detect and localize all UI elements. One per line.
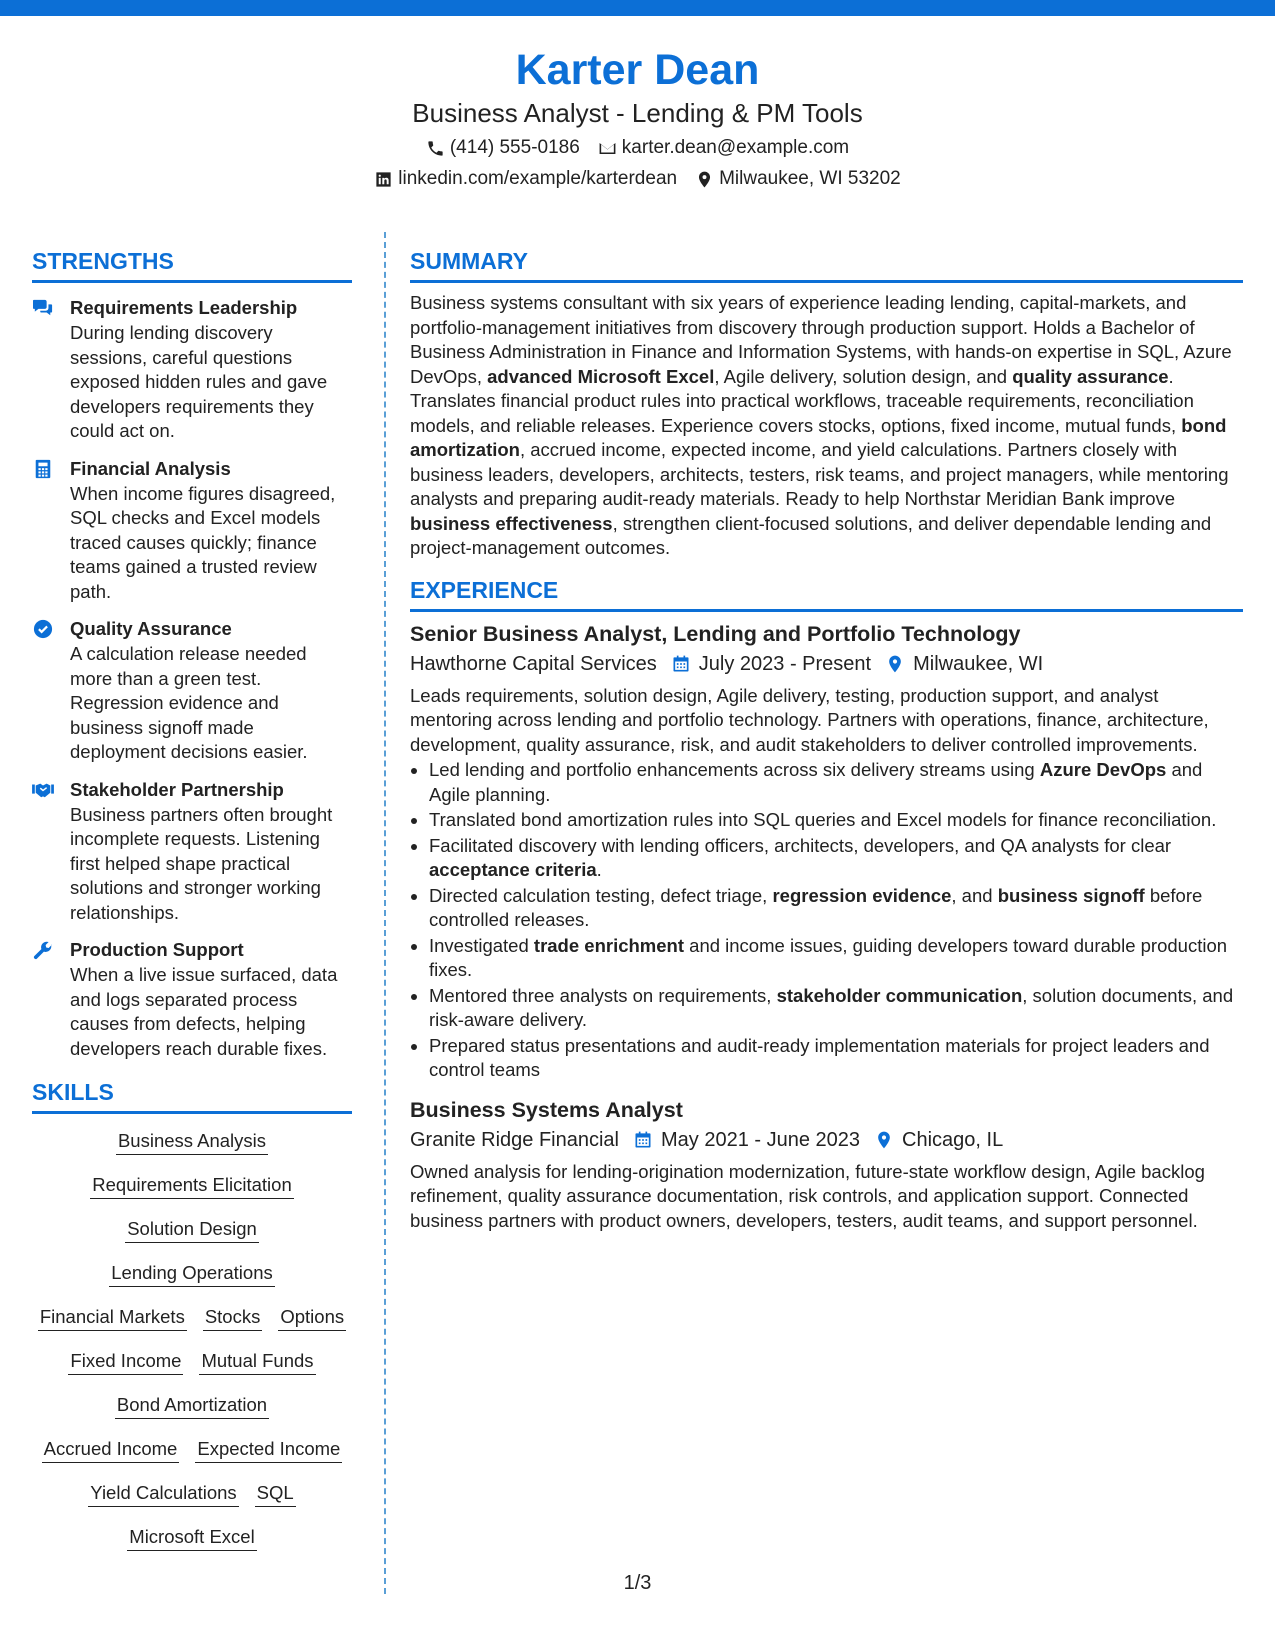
bullet-item xyxy=(410,984,1243,1033)
strength-item xyxy=(32,456,352,605)
email-link[interactable]: karter.dean@example.com xyxy=(621,137,850,158)
body-text: , accrued income, expected income, and yield calculations. Partners closely with business leaders, developers, architects, testers, risk teams, and project managers, while mentoring analysts and preparing audit-ready materials. Ready to help Northstar Meridian Bank improve xyxy=(410,439,1229,509)
contact-location xyxy=(695,166,901,192)
skill-tag: Microsoft Excel xyxy=(127,1524,256,1551)
company-name: Granite Ridge Financial xyxy=(410,1128,619,1151)
strength-desc: A calculation release needed more than a green test. Regression evidence and business signoff made deployment decisions easier. xyxy=(70,643,308,762)
bullet-item xyxy=(410,834,1243,883)
body-text: , strengthen client-focused solutions, and deliver dependable lending and project-management outcomes. xyxy=(410,512,1212,558)
emphasis-text: trade enrichment xyxy=(533,934,685,956)
skill-tag: Requirements Elicitation xyxy=(90,1172,293,1199)
body-text: Directed calculation testing, defect triage, xyxy=(429,884,773,906)
emphasis-text: Azure DevOps xyxy=(1039,759,1167,780)
body-text: Business systems consultant with six years of experience leading lending, capital-markets, and portfolio-management initiatives from discovery through production support. Holds a Bachelor of Business Administration in Finance and Information Systems, with hands-on expertise in SQL, Azure DevOps, xyxy=(410,292,1232,387)
job-location: Chicago, IL xyxy=(902,1128,1004,1151)
location-text: Milwaukee, WI 53202 xyxy=(719,168,901,189)
strength-item xyxy=(32,937,352,1061)
job-title: Senior Business Analyst, Lending and Portfolio Technology xyxy=(410,621,1021,646)
skill-row xyxy=(32,1260,352,1287)
linkedin-link[interactable]: linkedin.com/example/karterdean xyxy=(398,168,678,189)
contact-row-2 xyxy=(0,166,1275,192)
candidate-name: Karter Dean xyxy=(515,46,760,94)
strength-desc: During lending discovery sessions, careful questions exposed hidden rules and gave developers requirements they could act on. xyxy=(70,322,328,441)
bullet-item xyxy=(410,758,1243,807)
linkedin-icon xyxy=(374,170,393,189)
company-name: Hawthorne Capital Services xyxy=(410,652,657,675)
skill-tag: Business Analysis xyxy=(116,1128,268,1155)
contact-row-1 xyxy=(0,135,1275,161)
phone-icon xyxy=(426,139,445,158)
skill-row xyxy=(32,1348,352,1375)
envelope-icon xyxy=(598,139,617,158)
body-text: and income issues, guiding developers toward durable production fixes. xyxy=(429,934,1228,980)
skill-row xyxy=(32,1304,352,1331)
contact-phone xyxy=(426,135,580,161)
strength-title: Stakeholder Partnership xyxy=(70,778,284,800)
skill-row xyxy=(32,1524,352,1551)
strength-title: Production Support xyxy=(70,939,244,960)
strength-title: Quality Assurance xyxy=(70,618,232,639)
skill-tag: Bond Amortization xyxy=(115,1392,269,1419)
skill-tag: Accrued Income xyxy=(42,1436,180,1463)
emphasis-text: business effectiveness xyxy=(410,512,613,534)
body-text: Prepared status presentations and audit-ready implementation materials for project leaders and control teams xyxy=(429,1034,1210,1080)
skill-tag: Expected Income xyxy=(195,1436,342,1463)
summary-text xyxy=(410,291,1243,561)
body-text: . Translates financial product rules into practical workflows, traceable requirements, reconciliation models, and reliable releases. Experience covers stocks, options, fixed income, mutual funds, xyxy=(410,365,1194,436)
job-meta xyxy=(410,1125,1243,1155)
emphasis-text: bond amortization xyxy=(410,414,1227,460)
skill-tag: Stocks xyxy=(203,1304,263,1331)
skill-row xyxy=(32,1392,352,1419)
page-number: 1/3 xyxy=(623,1572,652,1594)
skill-tag: Solution Design xyxy=(125,1216,259,1243)
skill-tag: Yield Calculations xyxy=(88,1480,238,1507)
candidate-title: Business Analyst - Lending & PM Tools xyxy=(412,98,863,128)
job-description: Owned analysis for lending-origination modernization, future-state workflow design, Agile backlog refinement, quality assurance documentation, risk controls, and application support. Connected business partners with product owners, developers, testers, audit teams, and support personnel. xyxy=(410,1160,1205,1231)
job-bullets xyxy=(410,758,1243,1083)
skill-tag: Financial Markets xyxy=(38,1304,187,1331)
strength-title: Requirements Leadership xyxy=(70,297,298,318)
body-text: Mentored three analysts on requirements, xyxy=(429,984,777,1006)
strength-desc: When income figures disagreed, SQL checks and Excel models traced causes quickly; finance teams gained a trusted review path. xyxy=(70,482,336,602)
body-text: , solution documents, and risk-aware delivery. xyxy=(429,984,1234,1030)
strength-title: Financial Analysis xyxy=(70,457,231,479)
body-text: and Agile planning. xyxy=(429,759,1203,805)
chat-bubbles-icon xyxy=(32,298,54,318)
bullet-item xyxy=(410,934,1243,983)
strength-item xyxy=(32,295,352,444)
skill-row xyxy=(32,1216,352,1243)
skill-tag: SQL xyxy=(255,1480,296,1507)
skill-tag: Fixed Income xyxy=(68,1348,183,1375)
map-pin-icon xyxy=(695,170,714,189)
strength-item xyxy=(32,616,352,765)
contact-linkedin[interactable] xyxy=(374,166,677,192)
strength-desc: When a live issue surfaced, data and logs separated process causes from defects, helping developers reach durable fixes. xyxy=(70,964,338,1059)
handshake-icon xyxy=(32,780,54,800)
check-circle-icon xyxy=(32,619,54,639)
body-text: Led lending and portfolio enhancements across six delivery streams using xyxy=(429,759,1040,780)
summary-heading: SUMMARY xyxy=(410,246,1243,283)
job-meta xyxy=(410,649,1243,679)
skill-row xyxy=(32,1172,352,1199)
body-text: , and xyxy=(951,884,998,906)
map-pin-icon xyxy=(874,1130,894,1150)
job-entry xyxy=(410,1095,1243,1234)
emphasis-text: quality assurance xyxy=(1012,365,1169,387)
emphasis-text: regression evidence xyxy=(772,884,952,906)
skill-tag: Options xyxy=(278,1304,346,1331)
skills-list xyxy=(32,1128,352,1551)
emphasis-text: business signoff xyxy=(997,884,1145,906)
job-entry xyxy=(410,619,1243,1083)
emphasis-text: stakeholder communication xyxy=(776,984,1023,1006)
skill-row xyxy=(32,1480,352,1507)
wrench-icon xyxy=(32,940,54,960)
body-text: Investigated xyxy=(429,934,534,956)
right-column xyxy=(410,246,1243,1233)
left-column xyxy=(32,246,352,1568)
body-text: Facilitated discovery with lending officers, architects, developers, and QA analysts for clear xyxy=(429,834,1172,856)
job-dates: May 2021 - June 2023 xyxy=(661,1128,861,1151)
skill-tag: Lending Operations xyxy=(109,1260,274,1287)
strength-item xyxy=(32,777,352,926)
calculator-icon xyxy=(32,459,54,479)
skill-row xyxy=(32,1436,352,1463)
skill-tag: Mutual Funds xyxy=(199,1348,315,1375)
emphasis-text: acceptance criteria xyxy=(429,859,597,880)
job-description: Leads requirements, solution design, Agile delivery, testing, production support, and analyst mentoring across lending and portfolio technology. Partners with operations, finance, architecture, development, quality assurance, risk, and audit stakeholders to deliver controlled improvements. xyxy=(410,684,1209,755)
skills-heading: SKILLS xyxy=(32,1077,352,1114)
strengths-heading: STRENGTHS xyxy=(32,246,352,283)
column-divider xyxy=(384,232,386,1594)
body-text: before controlled releases. xyxy=(429,884,1203,930)
map-pin-icon xyxy=(885,654,905,674)
top-accent-bar xyxy=(0,0,1275,16)
body-text: , Agile delivery, solution design, and xyxy=(714,365,1013,387)
emphasis-text: advanced Microsoft Excel xyxy=(487,365,715,387)
calendar-icon xyxy=(633,1130,653,1150)
contact-email[interactable] xyxy=(598,135,849,161)
calendar-icon xyxy=(671,654,691,674)
resume-header xyxy=(0,42,1275,192)
job-location: Milwaukee, WI xyxy=(913,652,1044,675)
job-dates: July 2023 - Present xyxy=(698,652,872,675)
bullet-item xyxy=(410,884,1243,933)
strength-desc: Business partners often brought incomplete requests. Listening first helped shape practical solutions and stronger working relationships. xyxy=(70,803,333,923)
body-text: Translated bond amortization rules into SQL queries and Excel models for finance reconciliation. xyxy=(429,809,1217,830)
bullet-item xyxy=(410,808,1243,833)
experience-heading: EXPERIENCE xyxy=(410,575,1243,612)
job-title: Business Systems Analyst xyxy=(410,1097,683,1122)
phone-text: (414) 555-0186 xyxy=(449,137,580,158)
body-text: . xyxy=(596,859,602,880)
skill-row xyxy=(32,1128,352,1155)
bullet-item xyxy=(410,1034,1243,1083)
